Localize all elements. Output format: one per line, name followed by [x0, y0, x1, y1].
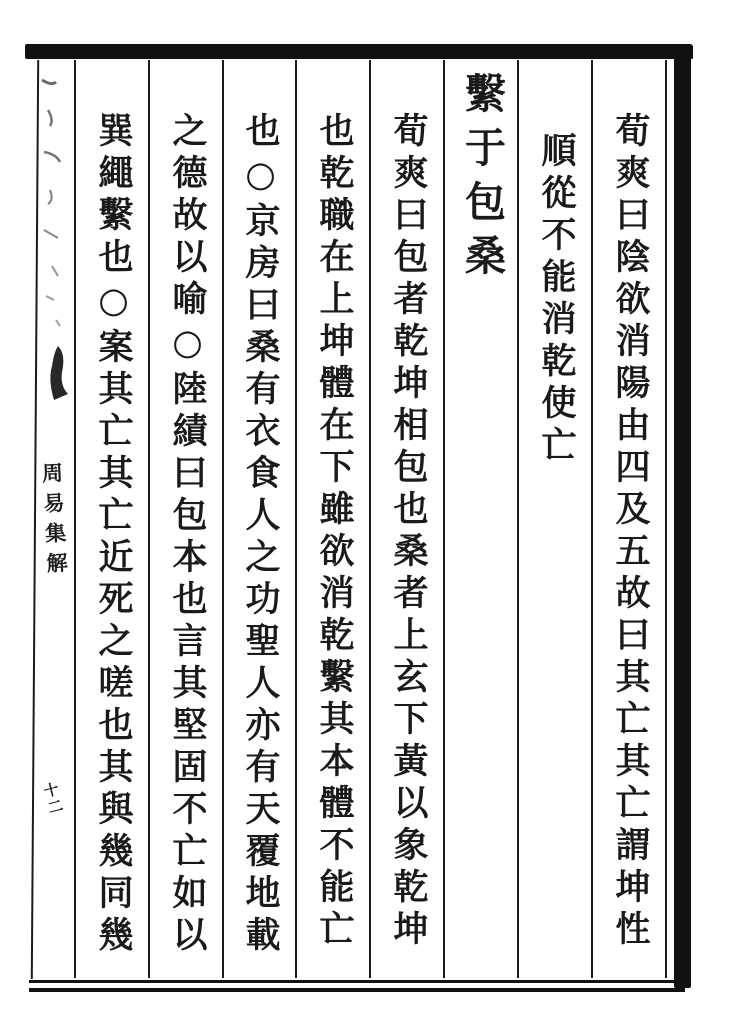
text-column-commentary-6: 之德故以喻○陸績曰包本也言其堅固不亡如以 — [148, 60, 222, 978]
text-column-commentary-7: 巽繩繫也○案其亡其亡近死之嗟也其與幾同幾 — [74, 60, 148, 978]
text-column-commentary-3: 荀爽曰包者乾坤相包也桑者上玄下黃以象乾坤 — [369, 60, 443, 978]
frame-bottom-double-line — [29, 980, 685, 992]
left-margin-strip — [34, 60, 74, 979]
frame-top-bar — [25, 44, 693, 59]
page-border-frame — [27, 44, 691, 992]
text-area — [74, 60, 667, 978]
text-column-commentary-5: 也○京房曰桑有衣食人之功聖人亦有天覆地載 — [222, 60, 295, 978]
margin-handwriting-marks — [34, 68, 74, 418]
text-column-commentary-4: 也乾職在上坤體在下雖欲消乾繫其本體不能亡 — [295, 60, 369, 978]
text-column-main-lemma: 繫于包桑 — [443, 60, 517, 978]
text-column-commentary-1: 荀爽曰陰欲消陽由四及五故曰其亡其亡謂坤性 — [591, 60, 665, 978]
text-column-commentary-2: 順從不能消乾使亡 — [517, 60, 591, 978]
spine-book-title: 周易集解 — [38, 461, 71, 583]
page-number: 十二 — [40, 780, 66, 818]
frame-right-bar — [674, 46, 691, 988]
